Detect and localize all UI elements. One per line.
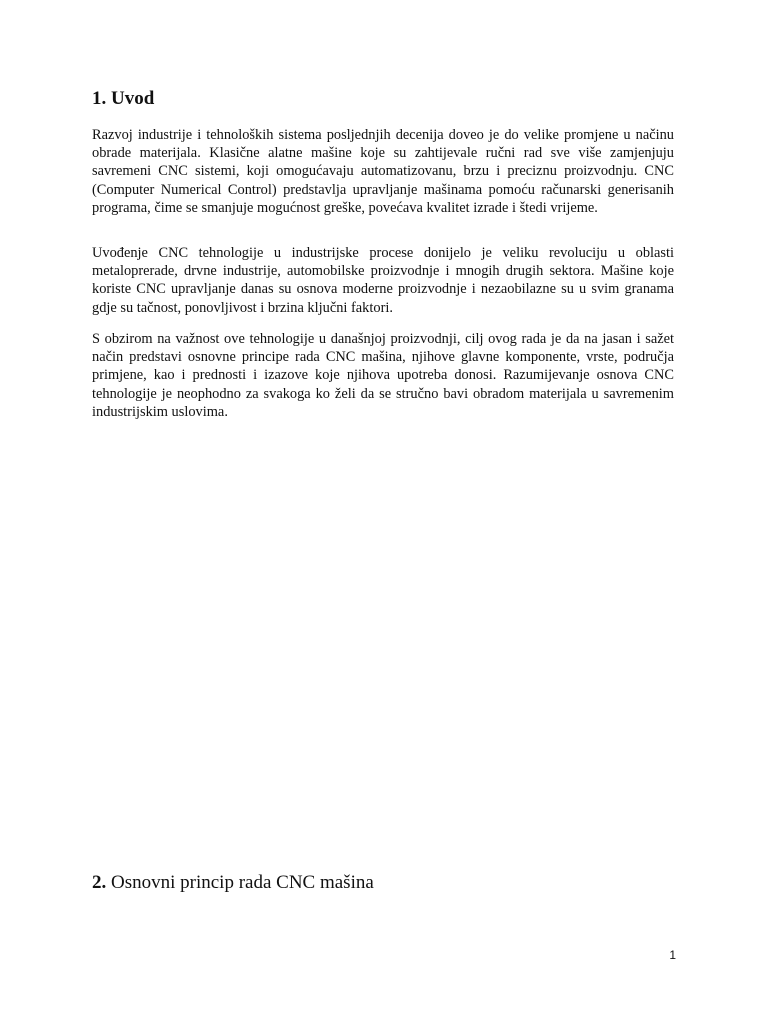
page-number: 1 (669, 948, 676, 962)
intro-paragraph-2: Uvođenje CNC tehnologije u industrijske procese donijelo je veliku revoluciju u oblasti metaloprerade, drvne industrije, automobilske proizvodnje i mnogih drugih sektora. Mašine koje koriste CNC upravljanje danas su osnova moderne proizvodnje i nezaobilazne su u svim granama gdje su tačnost, ponovljivost i brzina ključni faktori. (92, 245, 674, 316)
intro-paragraph-1: Razvoj industrije i tehnoloških sistema posljednjih decenija doveo je do velike promjene u načinu obrade materijala. Klasične alatne mašine koje su zahtijevale ručni rad sve više zamjenjuju savremeni CNC sistemi, koji omogućavaju automatizovanu, brzu i preciznu proizvodnju. CNC (Computer Numerical Control) predstavlja upravljanje mašinama pomoću računarski generisanih programa, čime se smanjuje mogućnost greške, povećava kvalitet izrade i štedi vrijeme. (92, 127, 674, 216)
intro-paragraph-3: S obzirom na važnost ove tehnologije u današnjoj proizvodnji, cilj ovog rada je da na jasan i sažet način predstavi osnovne principe rada CNC mašina, njihove glavne komponente, vrste, područja primjene, kao i prednosti i izazove koje njihova upotreba donosi. Razumijevanje osnova CNC tehnologije je neophodno za svakoga ko želi da se stručno bavi obradom materijala u savremenim industrijskim uslovima. (92, 331, 674, 420)
section-2-number: 2. (92, 872, 107, 893)
section-1-heading: 1. Uvod (92, 88, 155, 109)
section-2-heading (92, 871, 374, 895)
section-2-title: Osnovni princip rada CNC mašina (111, 872, 374, 893)
